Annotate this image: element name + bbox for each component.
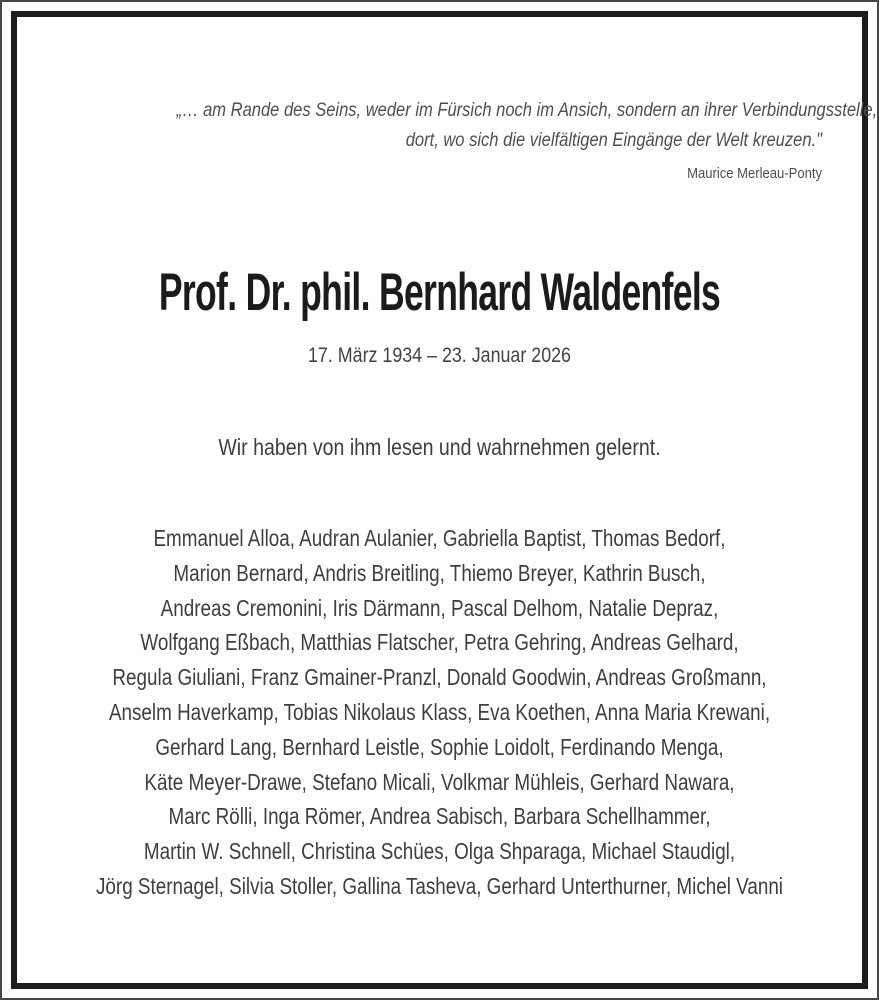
mourners-line: Wolfgang Eßbach, Matthias Flatscher, Petra Gehring, Andreas Gelhard,	[140, 629, 739, 656]
mourners-line: Emmanuel Alloa, Audran Aulanier, Gabriella Baptist, Thomas Bedorf,	[153, 525, 726, 551]
mourners-line: Andreas Cremonini, Iris Därmann, Pascal Delhom, Natalie Depraz,	[160, 594, 719, 621]
mourners-line: Anselm Haverkamp, Tobias Nikolaus Klass, Eva Koethen, Anna Maria Krewani,	[108, 698, 771, 725]
quote-attribution: Maurice Merleau-Ponty	[687, 165, 822, 182]
mourners-line: Jörg Sternagel, Silvia Stoller, Gallina Tasheva, Gerhard Unterthurner, Michel Vanni	[95, 872, 784, 899]
mourners-line: Regula Giuliani, Franz Gmainer-Pranzl, Donald Goodwin, Andreas Großmann,	[112, 664, 767, 691]
mourners-line: Marc Rölli, Inga Römer, Andrea Sabisch, Barbara Schellhammer,	[168, 803, 711, 830]
quote-line-2: dort, wo sich die vielfältigen Eingänge der Welt kreuzen."	[405, 130, 822, 151]
epigraph-quote-block	[80, 96, 878, 184]
life-dates: 17. März 1934 – 23. Januar 2026	[308, 344, 571, 367]
mourners-line: Gerhard Lang, Bernhard Leistle, Sophie Loidolt, Ferdinando Menga,	[155, 733, 724, 760]
memorial-message: Wir haben von ihm lesen und wahrnehmen gelernt.	[218, 434, 661, 460]
mourners-line: Martin W. Schnell, Christina Schües, Olga Shparaga, Michael Staudigl,	[143, 838, 736, 865]
quote-line-1: „… am Rande des Seins, weder im Fürsich noch im Ansich, sondern an ihrer Verbindungsstelle,	[176, 100, 878, 121]
deceased-name-title: Prof. Dr. phil. Bernhard Waldenfels	[158, 263, 721, 322]
mourners-line: Marion Bernard, Andris Breitling, Thiemo Breyer, Kathrin Busch,	[173, 559, 706, 586]
mourners-name-list	[0, 521, 879, 904]
mourners-line: Käte Meyer-Drawe, Stefano Micali, Volkmar Mühleis, Gerhard Nawara,	[144, 768, 735, 795]
